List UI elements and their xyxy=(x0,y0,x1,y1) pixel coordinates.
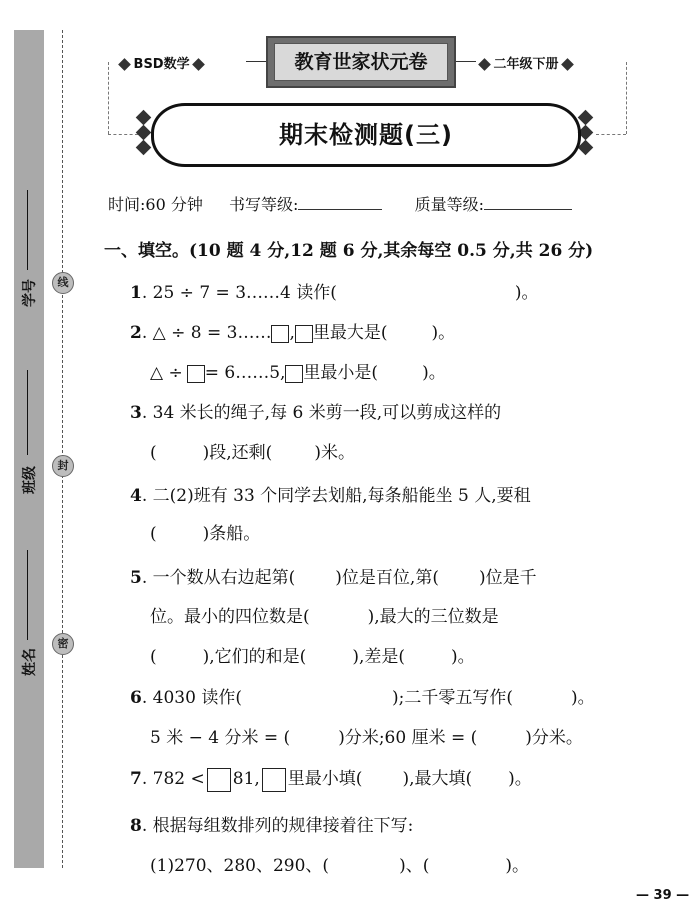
grade-tag xyxy=(480,53,572,72)
student-id-label: 学号 xyxy=(22,279,38,307)
seal-mark-seal: 封 xyxy=(52,455,74,477)
q2-text-b: , xyxy=(289,323,295,343)
series-title: 教育世家状元卷 xyxy=(274,43,448,81)
q3-text-d: )米。 xyxy=(314,443,355,463)
question-6-line-1 xyxy=(130,683,595,708)
q3-text-a: . 34 米长的绳子,每 6 米剪一段,可以剪成这样的 xyxy=(141,403,502,423)
q2-text-h: )。 xyxy=(422,363,446,383)
q7-text-c: 里最小填( xyxy=(287,769,363,789)
q2-text-e: △ ÷ xyxy=(150,363,183,383)
q6-text-d: 5 米 − 4 分米 = ( xyxy=(150,728,291,748)
header-dashed-frame-left-bottom xyxy=(108,134,138,135)
q4-text-a: . 二(2)班有 33 个同学去划船,每条船能坐 5 人,要租 xyxy=(141,486,531,506)
question-number: 4 xyxy=(130,486,142,506)
question-number: 7 xyxy=(130,769,142,789)
q5-text-c: )位是千 xyxy=(478,568,537,588)
binding-strip xyxy=(14,30,44,868)
empty-square-icon xyxy=(262,768,286,792)
right-diamond-stack xyxy=(580,108,591,157)
empty-square-icon xyxy=(295,325,313,343)
question-3-line-1 xyxy=(130,398,501,423)
q8-text-b: (1)270、280、290、( xyxy=(150,856,330,876)
writing-grade-blank[interactable] xyxy=(298,209,382,210)
q7-text-a: . 782 < xyxy=(141,769,205,789)
q1-end: )。 xyxy=(514,283,539,303)
q5-text-h: ),差是( xyxy=(352,647,405,667)
question-4-line-2 xyxy=(150,519,260,544)
fill-in-box[interactable] xyxy=(207,768,231,792)
empty-square-icon xyxy=(271,325,289,343)
q5-text-b: )位是百位,第( xyxy=(335,568,439,588)
tag-connector-right xyxy=(456,61,476,62)
q5-text-a: . 一个数从右边起第( xyxy=(141,568,296,588)
diamond-icon xyxy=(118,58,131,71)
subject-tag xyxy=(120,53,203,72)
q6-text-f: )分米。 xyxy=(525,728,583,748)
q2-text-f: = 6……5, xyxy=(204,363,286,383)
q7-text-d: ),最大填( xyxy=(402,769,473,789)
question-2-line-1 xyxy=(130,318,455,343)
q2-text-c: 里最大是( xyxy=(312,323,388,343)
q2-text-d: )。 xyxy=(431,323,456,343)
question-2-line-2 xyxy=(150,358,446,383)
q2-text-g: 里最小是( xyxy=(303,363,379,383)
q2-text-a: . △ ÷ 8 = 3…… xyxy=(141,323,272,343)
question-7 xyxy=(130,764,532,792)
question-number: 3 xyxy=(130,403,142,423)
q3-text-c: )段,还剩( xyxy=(202,443,273,463)
name-underline xyxy=(27,550,28,640)
q6-text-b: );二千零五写作( xyxy=(391,688,513,708)
q6-text-e: )分米;60 厘米 = ( xyxy=(338,728,478,748)
question-number: 2 xyxy=(130,323,142,343)
page-number: — 39 — xyxy=(636,888,690,903)
q4-text-b: ( xyxy=(150,524,157,544)
section-heading: 一、填空。(10 题 4 分,12 题 6 分,其余每空 0.5 分,共 26 分) xyxy=(104,241,594,261)
question-8-line-2 xyxy=(150,851,529,876)
quality-grade-label: 质量等级: xyxy=(414,195,485,214)
q7-text-b: 81, xyxy=(232,769,260,789)
q8-text-c: )、( xyxy=(399,856,430,876)
diamond-icon xyxy=(478,58,491,71)
class-underline xyxy=(27,370,28,455)
question-number: 5 xyxy=(130,568,142,588)
question-3-line-2 xyxy=(150,438,355,463)
question-8-line-1 xyxy=(130,811,413,836)
diamond-icon xyxy=(561,58,574,71)
q1-text: . 25 ÷ 7 = 3……4 读作( xyxy=(141,283,337,303)
series-plaque xyxy=(266,36,456,88)
question-6-line-2 xyxy=(150,723,583,748)
seal-mark-secret: 密 xyxy=(52,633,74,655)
writing-grade-label: 书写等级: xyxy=(229,195,299,214)
q4-text-c: )条船。 xyxy=(202,524,261,544)
q5-text-e: ),最大的三位数是 xyxy=(367,607,499,627)
header-dashed-frame-left xyxy=(108,62,109,134)
q6-text-a: . 4030 读作( xyxy=(141,688,242,708)
question-number: 8 xyxy=(130,816,142,836)
quality-grade-blank[interactable] xyxy=(484,209,572,210)
q5-text-d: 位。最小的四位数是( xyxy=(150,607,310,627)
question-5-line-2 xyxy=(150,602,499,627)
header-dashed-frame-right-bottom xyxy=(596,134,626,135)
q5-text-i: )。 xyxy=(450,647,475,667)
class-label: 班级 xyxy=(22,466,38,494)
q6-text-c: )。 xyxy=(570,688,595,708)
student-id-underline xyxy=(27,190,28,270)
q8-text-d: )。 xyxy=(505,856,529,876)
question-1 xyxy=(130,278,539,303)
question-number: 1 xyxy=(130,283,142,303)
question-5-line-1 xyxy=(130,563,537,588)
page-number-value: 39 xyxy=(653,888,672,903)
exam-title: 期末检测题(三) xyxy=(151,103,581,167)
q3-text-b: ( xyxy=(150,443,157,463)
q5-text-g: ),它们的和是( xyxy=(202,647,307,667)
header-dashed-frame-right xyxy=(626,62,627,134)
q5-text-f: ( xyxy=(150,647,157,667)
empty-square-icon xyxy=(285,365,303,383)
name-label: 姓名 xyxy=(22,648,38,676)
left-diamond-stack xyxy=(138,108,149,157)
cut-line xyxy=(62,30,63,868)
diamond-icon xyxy=(192,58,205,71)
question-number: 6 xyxy=(130,688,142,708)
subject-tag-text: BSD数学 xyxy=(133,57,190,72)
empty-square-icon xyxy=(187,365,205,383)
question-5-line-3 xyxy=(150,642,475,667)
grade-tag-text: 二年级下册 xyxy=(493,57,559,72)
seal-mark-line: 线 xyxy=(52,272,74,294)
time-limit: 时间:60 分钟 xyxy=(108,195,203,214)
question-4-line-1 xyxy=(130,481,531,506)
info-row xyxy=(108,192,572,215)
tag-connector-left xyxy=(246,61,266,62)
q7-text-e: )。 xyxy=(508,769,532,789)
q8-text-a: . 根据每组数排列的规律接着往下写: xyxy=(141,816,414,836)
